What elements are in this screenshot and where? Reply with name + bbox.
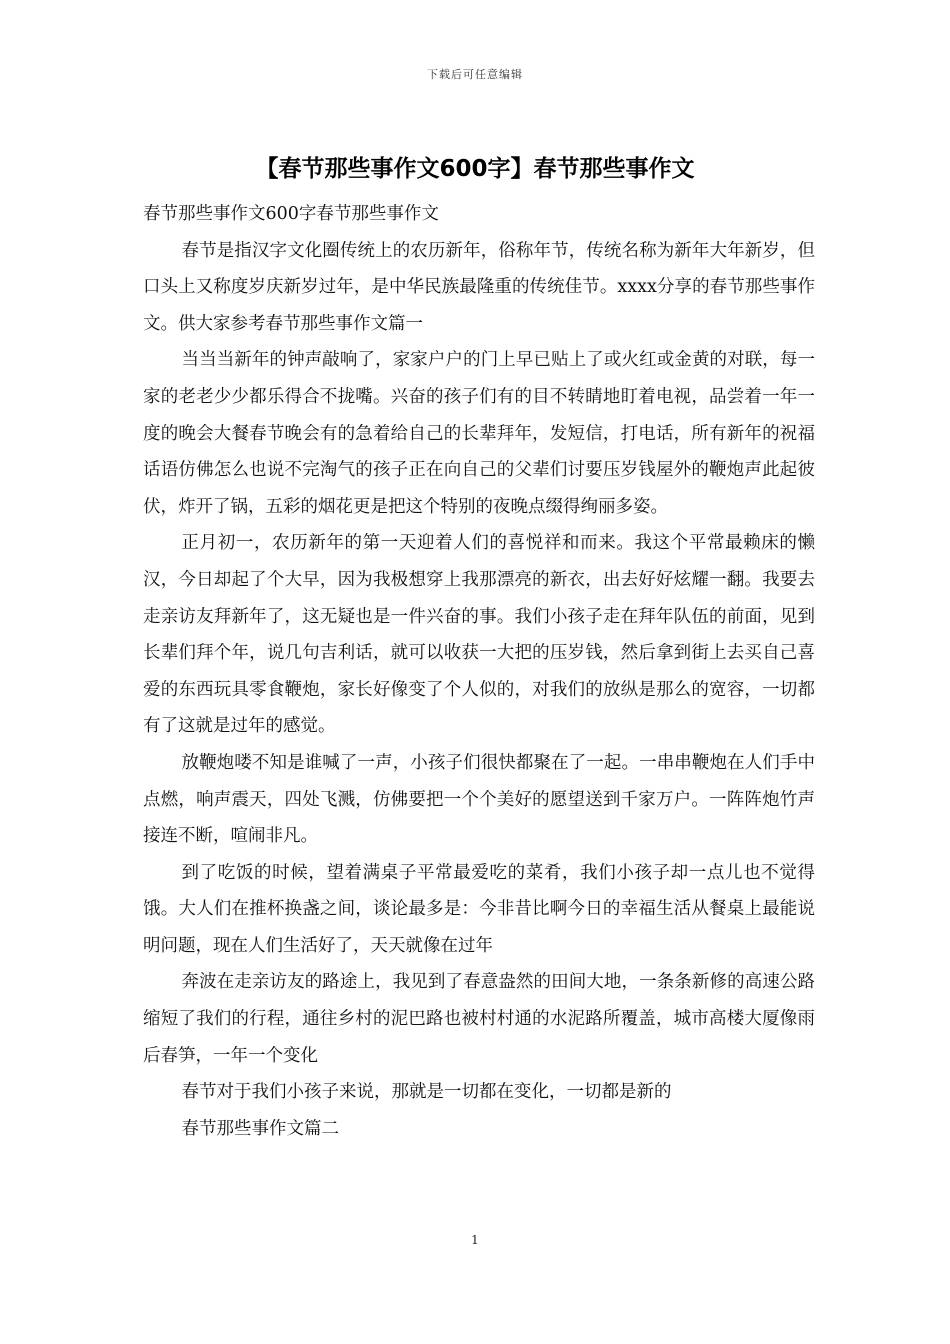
paragraph: 当当当新年的钟声敲响了，家家户户的门上早已贴上了或火红或金黄的对联，每一家的老老少少都乐得合不拢嘴。兴奋的孩子们有的目不转睛地盯着电视，品尝着一年一度的晚会大餐春节晚会有的急着给自己的长辈拜年，发短信，打电话，所有新年的祝福话语仿佛怎么也说不完淘气的孩子正在向自己的父辈们讨要压岁钱屋外的鞭炮声此起彼伏，炸开了锅，五彩的烟花更是把这个特别的夜晚点缀得绚丽多姿。 [143,350,815,517]
paragraph: 正月初一，农历新年的第一天迎着人们的喜悦祥和而来。我这个平常最赖床的懒汉，今日却起了个大早，因为我极想穿上我那漂亮的新衣，出去好好炫耀一翻。我要去走亲访友拜新年了，这无疑也是一件兴奋的事。我们小孩子走在拜年队伍的前面，见到长辈们拜个年，说几句吉利话，就可以收获一大把的压岁钱，然后拿到街上去买自己喜爱的东西玩具零食鞭炮，家长好像变了个人似的，对我们的放纵是那么的宽容，一切都有了这就是过年的感觉。 [143,533,815,737]
header-note: 下载后可任意编辑 [427,68,523,81]
paragraph: 春节是指汉字文化圈传统上的农历新年，俗称年节，传统名称为新年大年新岁，但口头上又称度岁庆新岁过年，是中华民族最隆重的传统佳节。xxxx分享的春节那些事作文。供大家参考春节那些事作文篇一 [143,240,815,334]
document-title: 【春节那些事作文600字】春节那些事作文 [255,156,695,182]
section-heading-line: 春节那些事作文篇二 [181,1118,339,1139]
paragraph: 奔波在走亲访友的路途上，我见到了春意盎然的田间大地，一条条新修的高速公路缩短了我们的行程，通往乡村的泥巴路也被村村通的水泥路所覆盖，城市高楼大厦像雨后春笋，一年一个变化 [143,972,815,1066]
page-number: 1 [471,1233,479,1247]
paragraph: 春节对于我们小孩子来说，那就是一切都在变化，一切都是新的 [181,1082,672,1103]
paragraph: 放鞭炮喽不知是谁喊了一声，小孩子们很快都聚在了一起。一串串鞭炮在人们手中点燃，响声震天，四处飞溅，仿佛要把一个个美好的愿望送到千家万户。一阵阵炮竹声接连不断，喧闹非凡。 [143,752,815,847]
subtitle-line: 春节那些事作文600字春节那些事作文 [143,204,439,224]
document-body [143,196,815,1147]
paragraph: 到了吃饭的时候，望着满桌子平常最爱吃的菜肴，我们小孩子却一点儿也不觉得饿。大人们在推杯换盏之间，谈论最多是：今非昔比啊今日的幸福生活从餐桌上最能说明问题，现在人们生活好了，天天就像在过年 [143,862,815,956]
